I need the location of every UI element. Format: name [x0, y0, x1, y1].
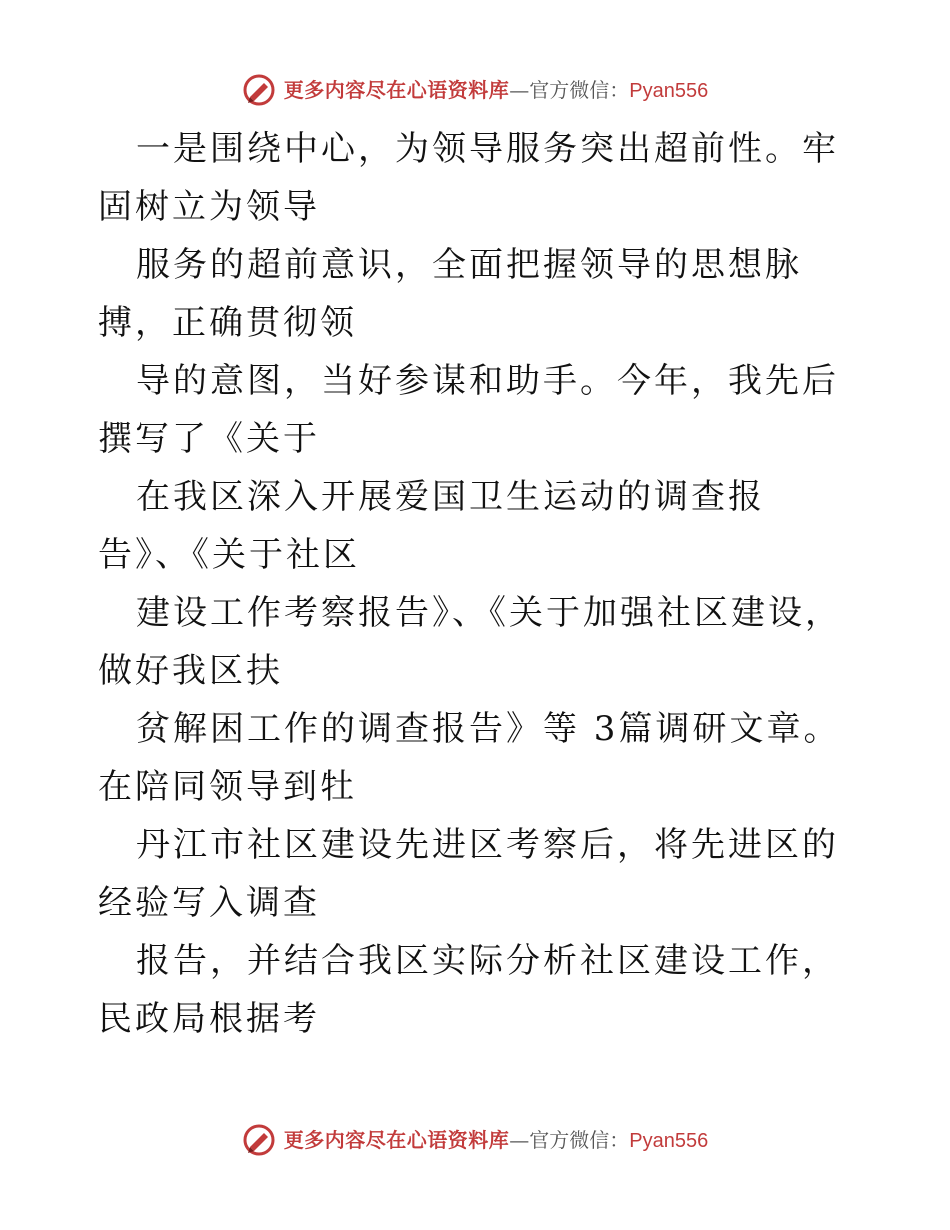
footer-watermark-label: —官方微信：	[509, 1127, 630, 1152]
paragraph-2: 服务的超前意识，全面把握领导的思想脉搏，正确贯彻领	[98, 245, 802, 343]
paragraph-3: 导的意图，当好参谋和助手。今年，我先后撰写了《关于	[98, 361, 839, 459]
footer-watermark-text	[283, 1127, 709, 1152]
paragraph-5: 建设工作考察报告》、《关于加强社区建设，做好我区扶	[98, 593, 842, 691]
page-header-watermark	[0, 68, 950, 112]
header-watermark-title: 更多内容尽在心语资料库	[283, 77, 510, 102]
document-body	[98, 120, 858, 1048]
paragraph-8: 报告，并结合我区实际分析社区建设工作，民政局根据考	[98, 941, 839, 1039]
paragraph-4: 在我区深入开展爱国卫生运动的调查报告》、《关于社区	[98, 477, 765, 575]
header-watermark-id: Pyan556	[629, 79, 709, 102]
paragraph-6: 贫解困工作的调查报告》等 3篇调研文章。在陪同领导到牡	[98, 709, 841, 807]
footer-watermark-title: 更多内容尽在心语资料库	[283, 1127, 510, 1152]
paragraph-1: 一是围绕中心，为领导服务突出超前性。牢固树立为领导	[98, 129, 839, 227]
pen-logo-icon	[242, 73, 276, 107]
footer-watermark-id: Pyan556	[629, 1129, 709, 1152]
pen-logo-icon	[242, 1123, 276, 1157]
paragraph-7: 丹江市社区建设先进区考察后，将先进区的经验写入调查	[98, 825, 839, 923]
page-footer-watermark	[0, 1118, 950, 1162]
header-watermark-text	[283, 77, 709, 102]
header-watermark-label: —官方微信：	[509, 77, 630, 102]
